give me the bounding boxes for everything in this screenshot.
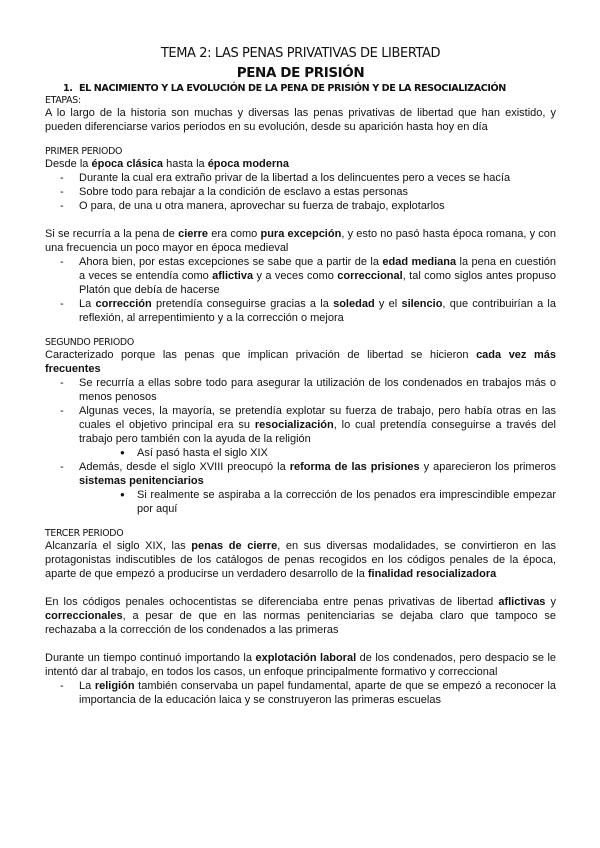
tercer-periodo-para-1: Alcanzaría el siglo XIX, las penas de cierre, en sus diversas modalidades, se convirtieron en las protagonistas indiscutibles de los catálogos de penas recogidos en los códigos penales de la época, aparte de que empezó a producirse un verdadero desarrollo de la finalidad resocializadora <box>45 540 556 580</box>
tercer-periodo-para-2: En los códigos penales ochocentistas se diferenciaba entre penas privativas de libertad aflictivas y correccionales, a pesar de que en las normas penitenciarias se dejaba claro que tampoco se rechazaba a la corrección de los condenados a las primeras <box>45 596 556 636</box>
etapas-intro: A lo largo de la historia son muchas y diversas las penas privativas de libertad que han existido, y pueden diferenciarse varios periodos en su evolución, desde su aparición hasta hoy en día <box>45 107 556 133</box>
segundo-periodo-sublist-1 <box>45 446 556 460</box>
topic-heading: TEMA 2: LAS PENAS PRIVATIVAS DE LIBERTAD <box>160 46 441 61</box>
tercer-periodo-label: TERCER PERIODO <box>45 528 124 539</box>
page-title: PENA DE PRISIÓN <box>236 65 365 81</box>
cierre-paragraph: Si se recurría a la pena de cierre era como pura excepción, y esto no pasó hasta época romana, y con una frecuencia un poco mayor en época medieval <box>45 228 557 254</box>
list-item: - La religión también conservaba un papel fundamental, aparte de que se empezó a reconocer la importancia de la educación laica y se construyeron las primeras escuelas <box>45 679 556 707</box>
primer-periodo-list <box>45 171 556 213</box>
list-item: - Sobre todo para rebajar a la condición de esclavo a estas personas <box>45 185 556 199</box>
list-item: - Durante la cual era extraño privar de la libertad a los delincuentes pero a veces se hacía <box>45 171 556 185</box>
segundo-periodo-list <box>45 376 556 446</box>
section-heading <box>45 83 556 94</box>
primer-periodo-label: PRIMER PERIODO <box>45 146 123 157</box>
sub-list-item: ● Así pasó hasta el siglo XIX <box>103 446 556 460</box>
primer-periodo-list-2 <box>45 255 556 325</box>
segundo-periodo-label: SEGUNDO PERIODO <box>45 337 134 348</box>
section-title: EL NACIMIENTO Y LA EVOLUCIÓN DE LA PENA DE PRISIÓN Y DE LA RESOCIALIZACIÓN <box>79 83 506 94</box>
section-number: 1. <box>63 83 73 94</box>
tercer-periodo-list <box>45 679 556 707</box>
tercer-periodo-para-3: Durante un tiempo continuó importando la explotación laboral de los condenados, pero despacio se le intentó dar al trabajo, en todos los casos, un enfoque principalmente formativo y correccional <box>45 652 557 678</box>
primer-periodo-lead: Desde la época clásica hasta la época moderna <box>45 158 289 170</box>
segundo-periodo-lead: Caracterizado porque las penas que implican privación de libertad se hicieron cada vez más frecuentes <box>45 349 556 375</box>
etapas-label: ETAPAS: <box>45 95 81 106</box>
segundo-periodo-sublist-2 <box>45 488 556 516</box>
list-item: - Además, desde el siglo XVIII preocupó la reforma de las prisiones y aparecieron los primeros sistemas penitenciarios <box>45 460 556 488</box>
segundo-periodo-list-2 <box>45 460 556 488</box>
list-item: - Ahora bien, por estas excepciones se sabe que a partir de la edad mediana la pena en cuestión a veces se entendía como aflictiva y a veces como correccional, tal como siglos antes propuso Platón que debía de hacerse <box>45 255 556 297</box>
list-item: - La corrección pretendía conseguirse gracias a la soledad y el silencio, que contribuirían a la reflexión, al arrepentimiento y a la corrección o mejora <box>45 297 556 325</box>
list-item: - Algunas veces, la mayoría, se pretendía explotar su fuerza de trabajo, pero había otras en las cuales el objetivo principal era su resocialización, lo cual pretendía conseguirse a través del trabajo pero también con la ayuda de la religión <box>45 404 556 446</box>
sub-list-item: ● Si realmente se aspiraba a la corrección de los penados era imprescindible empezar por aquí <box>103 488 556 516</box>
list-item: - Se recurría a ellas sobre todo para asegurar la utilización de los condenados en trabajos más o menos penosos <box>45 376 556 404</box>
list-item: - O para, de una u otra manera, aprovechar su fuerza de trabajo, explotarlos <box>45 199 556 213</box>
